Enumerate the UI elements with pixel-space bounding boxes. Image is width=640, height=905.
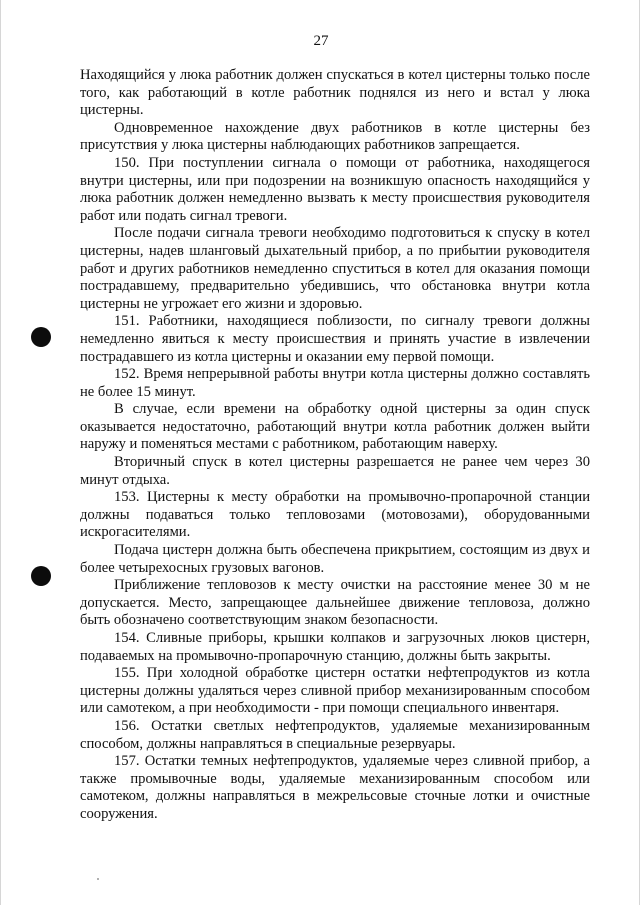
paragraph-11: Приближение тепловозов к месту очистки на расстояние менее 30 м не допускается. Место, запрещающее дальнейшее движение тепловоза, должно быть обозначено соответствующим знаком безопасности. [80,577,590,629]
punch-hole-top [31,327,51,347]
paragraph-153: 153. Цистерны к месту обработки на промывочно-пропарочной станции должны подаваться только тепловозами (мотовозами), оборудованными искрогасителями. [80,489,590,541]
paragraph-155: 155. При холодной обработке цистерн остатки нефтепродуктов из котла цистерны должны удаляться через сливной прибор механизированным способом или самотеком, а при необходимости - при помощи специального инвентаря. [80,665,590,717]
paragraph-10: Подача цистерн должна быть обеспечена прикрытием, состоящим из двух и более четырехосных грузовых вагонов. [80,542,590,576]
page-number: 27 [313,33,329,49]
paragraph-4: После подачи сигнала тревоги необходимо подготовиться к спуску в котел цистерны, надев шланговый дыхательный прибор, а по прибытии руководителя работ и других работников немедленно спуститься в котел для оказания помощи пострадавшему, предварительно убедившись, что обстановка внутри котла цистерны не угрожает его жизни и здоровью. [80,225,590,312]
paragraph-2: Одновременное нахождение двух работников в котле цистерны без присутствия у люка цистерны наблюдающих работников запрещается. [80,119,590,154]
scan-speck [97,878,99,880]
paragraph-156: 156. Остатки светлых нефтепродуктов, удаляемые механизированным способом, должны направляться в специальные резервуары. [80,717,590,752]
document-body [80,67,590,824]
paragraph-7: В случае, если времени на обработку одной цистерны за один спуск оказывается недостаточно, работающий внутри котла работник должен выйти наружу и поменяться местами с работником, работающим наверху. [80,401,590,453]
paragraph-150: 150. При поступлении сигнала о помощи от работника, находящегося внутри цистерны, или при подозрении на возникшую опасность находящийся у люка работник должен немедленно вызвать к месту происшествия руководителя работ или подать сигнал тревоги. [80,154,590,224]
paragraph-8: Вторичный спуск в котел цистерны разрешается не ранее чем через 30 минут отдыха. [80,454,590,488]
paragraph-157: 157. Остатки темных нефтепродуктов, удаляемые через сливной прибор, а также промывочные воды, удаляемые механизированным способом или самотеком, должны направляться в межрельсовые сточные лотки и очистные сооружения. [80,753,590,822]
paragraph-1: Находящийся у люка работник должен спускаться в котел цистерны только после того, как работающий в котле работник поднялся из него и встал у люка цистерны. [80,67,590,119]
paragraph-151: 151. Работники, находящиеся поблизости, по сигналу тревоги должны немедленно явиться к месту происшествия и принять участие в извлечении пострадавшего из котла цистерны и оказании ему первой помощи. [80,313,590,365]
paragraph-152: 152. Время непрерывной работы внутри котла цистерны должно составлять не более 15 минут. [80,366,590,400]
paragraph-154: 154. Сливные приборы, крышки колпаков и загрузочных люков цистерн, подаваемых на промывочно-пропарочную станцию, должны быть закрыты. [80,630,590,664]
punch-hole-bottom [31,566,51,586]
